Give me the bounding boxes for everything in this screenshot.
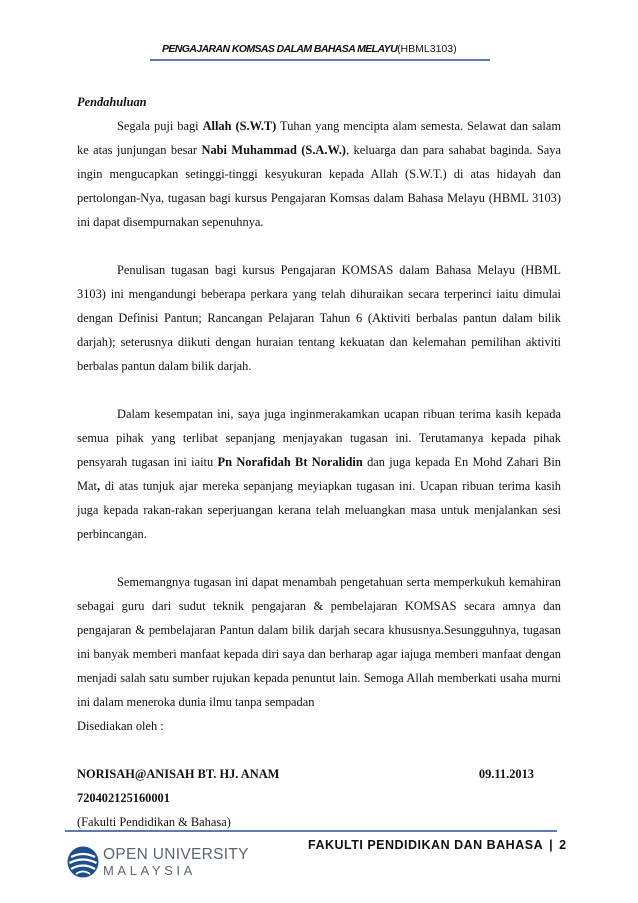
open-university-logo: [66, 845, 249, 879]
paragraph-3: [77, 402, 561, 546]
footer-separator: |: [549, 838, 554, 852]
p1-text-2: Tuhan yang mencipta alam semesta. Selawat dan salam ke atas junjungan besar: [77, 119, 561, 157]
prepared-by: Disediakan oleh :: [77, 719, 164, 733]
paragraph-2: Penulisan tugasan bagi kursus Pengajaran KOMSAS dalam Bahasa Melayu (HBML 3103) ini mengandungi beberapa perkara yang telah dihuraikan secara terperinci iaitu dimulai dengan Definisi Pantun; Rancangan Pelajaran Tahun 6 (Aktiviti berbalas pantun dalam bilik darjah); seterusnya diikuti dengan huraian tentang kekuatan dan kelemahan pemilihan aktiviti berbalas pantun dalam bilik darjah.: [77, 263, 561, 373]
p1-bold-nabi: Nabi Muhammad (S.A.W.): [201, 143, 346, 157]
p3-bold-lecturer: Pn Norafidah Bt Noralidin: [217, 455, 363, 469]
section-title: Pendahuluan: [77, 95, 147, 109]
page-number: 2: [559, 838, 567, 852]
footer-rule: [65, 830, 557, 832]
paragraph-gap: [77, 738, 561, 762]
header-rule: [150, 59, 490, 61]
author-name: NORISAH@ANISAH BT. HJ. ANAM: [77, 767, 280, 781]
paragraph-gap: [77, 234, 561, 258]
header-course-title: PENGAJARAN KOMSAS DALAM BAHASA MELAYU: [162, 43, 398, 55]
document-body: [77, 90, 561, 834]
p1-text-1: Segala puji bagi: [117, 119, 203, 133]
p1-text-3: , keluarga dan para sahabat baginda. Saya ingin mengucapkan setinggi-tinggi kesyukuran kepada Allah (S.W.T.) di atas hidayah dan pertolongan-Nya, tugasan bagi kursus Pengajaran Komsas dalam Bahasa Melayu (HBML 3103) ini dapat disempurnakan sepenuhnya.: [77, 143, 561, 229]
p3-bold-comma: ,: [96, 479, 101, 493]
paragraph-1: [77, 114, 561, 234]
footer-faculty-page: [308, 838, 567, 852]
p1-bold-allah: Allah (S.W.T): [202, 119, 277, 133]
paragraph-4: Sememangnya tugasan ini dapat menambah pengetahuan serta memperkukuh kemahiran sebagai guru dari sudut teknik pengajaran & pembelajaran KOMSAS secara amnya dan pengajaran & pembelajaran Pantun dalam bilik darjah secara khusus​nya.Sesungguhnya, tugasan ini banyak memberi manfaat kepada diri saya dan berharap agar iajuga memberi manfaat dengan menjadi salah satu sumber rujukan kepada penuntut lain. Semoga Allah memberkati usaha murni ini dalam meneroka dunia ilmu tanpa sempadan: [77, 575, 561, 709]
header-title: [162, 43, 457, 55]
signature-row: [77, 762, 561, 786]
author-faculty: (Fakulti Pendidikan & Bahasa): [77, 815, 231, 829]
author-id-number: 720402125160001: [77, 791, 170, 805]
paragraph-gap: [77, 378, 561, 402]
logo-line-1: OPEN UNIVERSITY: [103, 846, 249, 863]
page-header: [150, 42, 490, 64]
document-date: 09.11.2013: [478, 767, 534, 781]
header-course-code: (HBML3103): [397, 43, 457, 55]
footer-faculty: FAKULTI PENDIDIKAN DAN BAHASA: [308, 838, 544, 852]
logo-line-2: MALAYSIA: [103, 863, 196, 878]
paragraph-gap: [77, 546, 561, 570]
oum-globe-icon: [66, 845, 100, 879]
p3-text-1: Dalam kesempatan ini, saya juga inginmerakamkan ucapan ribuan terima kasih kepada semua pihak yang terlibat sepanjang menjayakan tugasan ini. Terutamanya kepada pihak pensyarah tugasan ini iaitu: [77, 407, 561, 469]
p3-text-3: di atas tunjuk ajar mereka sepanjang meyiapkan tugasan ini. Ucapan ribuan terima kasih juga kepada rakan-rakan seperjuangan kerana telah meluangkan masa untuk menjalankan sesi perbincangan.: [77, 479, 561, 541]
p3-text-2: dan juga kepada En Mohd Zahari Bin Mat: [77, 455, 561, 493]
